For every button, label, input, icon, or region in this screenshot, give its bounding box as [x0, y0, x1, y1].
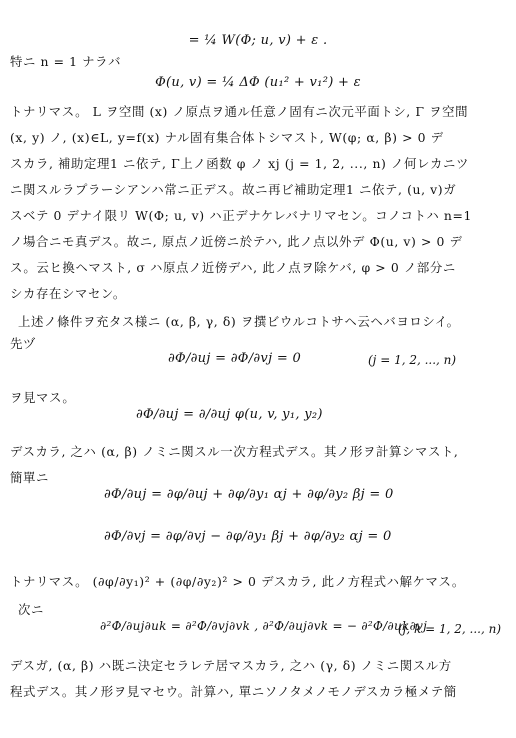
equation-second-order: ∂²Φ/∂uj∂uk = ∂²Φ/∂vj∂vk , ∂²Φ/∂uj∂vk = − ∂²Φ/∂uk∂vj [100, 619, 428, 633]
text-line: ノ場合ニモ真デス。故ニ, 原点ノ近傍ニ於テハ, 此ノ点以外デ Φ(u, v) > 0 デ [10, 234, 463, 249]
text-line: ヲ見マス。 [10, 390, 76, 405]
equation-index-range: (j, k = 1, 2, ..., n) [398, 622, 501, 636]
equation-partial-zero: ∂Φ/∂uj = ∂Φ/∂vj = 0 [168, 351, 302, 366]
text-line: シカ存在シマセン。 [10, 286, 126, 301]
equation-linear-v: ∂Φ/∂vj = ∂φ/∂vj − ∂φ/∂y₁ βj + ∂φ/∂y₂ αj = 0 [104, 529, 392, 544]
text-line: 上述ノ條件ヲ充タス様ニ (α, β, γ, δ) ヲ撰ビウルコトサヘ云ヘバヨロシイ。 [18, 314, 460, 329]
text-line: スベテ 0 デナイ限リ W(Φ; u, v) ハ正デナケレバナリマセン。コノコトハ n=1 [10, 208, 472, 223]
text-line: ス。云ヒ換ヘマスト, σ ハ原点ノ近傍デハ, 此ノ点ヲ除ケバ, φ > 0 ノ部分ニ [10, 260, 456, 275]
text-line: スカラ, 補助定理1 ニ依テ, Γ上ノ函数 φ ノ xj (j = 1, 2, ..., n) ノ何レカニツ [10, 156, 469, 171]
text-line: 特ニ n = 1 ナラバ [10, 54, 122, 69]
text-line: デスガ, (α, β) ハ既ニ決定セラレテ居マスカラ, 之ハ (γ, δ) ノミニ関スル方 [10, 658, 452, 673]
equation-linear-u: ∂Φ/∂uj = ∂φ/∂uj + ∂φ/∂y₁ αj + ∂φ/∂y₂ βj = 0 [104, 487, 394, 502]
text-line: 程式デス。其ノ形ヲ見マセウ。計算ハ, 單ニソノタメノモノデスカラ極メテ簡 [10, 684, 457, 699]
text-line: 簡單ニ [10, 470, 49, 485]
text-line: トナリマス。 L ヲ空間 (x) ノ原点ヲ通ル任意ノ固有ニ次元平面トシ, Γ ヲ空間 [10, 104, 469, 119]
equation-w-epsilon: = ¼ W(Φ; u, v) + ε . [188, 33, 328, 48]
text-line: ニ関スルラプラーシアンハ常ニ正デス。故ニ再ビ補助定理1 ニ依テ, (u, v)ガ [10, 182, 457, 197]
text-line: (x, y) ノ, (x)∈L, y=f(x) ナル固有集合体トシマスト, W(φ; α, β) > 0 デ [10, 130, 444, 145]
text-line: 次ニ [18, 602, 44, 617]
text-line: 先ヅ [10, 336, 36, 351]
text-line: トナリマス。 (∂φ/∂y₁)² + (∂φ/∂y₂)² > 0 デスカラ, 此ノ方程式ハ解ケマス。 [10, 574, 465, 589]
equation-index-range: (j = 1, 2, ..., n) [368, 353, 457, 367]
equation-phi-uv: Φ(u, v) = ¼ ΔΦ (u₁² + v₁²) + ε [155, 75, 361, 90]
text-line: デスカラ, 之ハ (α, β) ノミニ関スル一次方程式デス。其ノ形ヲ計算シマスト, [10, 444, 459, 459]
equation-partial-phi: ∂Φ/∂uj = ∂/∂uj φ(u, v, y₁, y₂) [136, 407, 323, 422]
